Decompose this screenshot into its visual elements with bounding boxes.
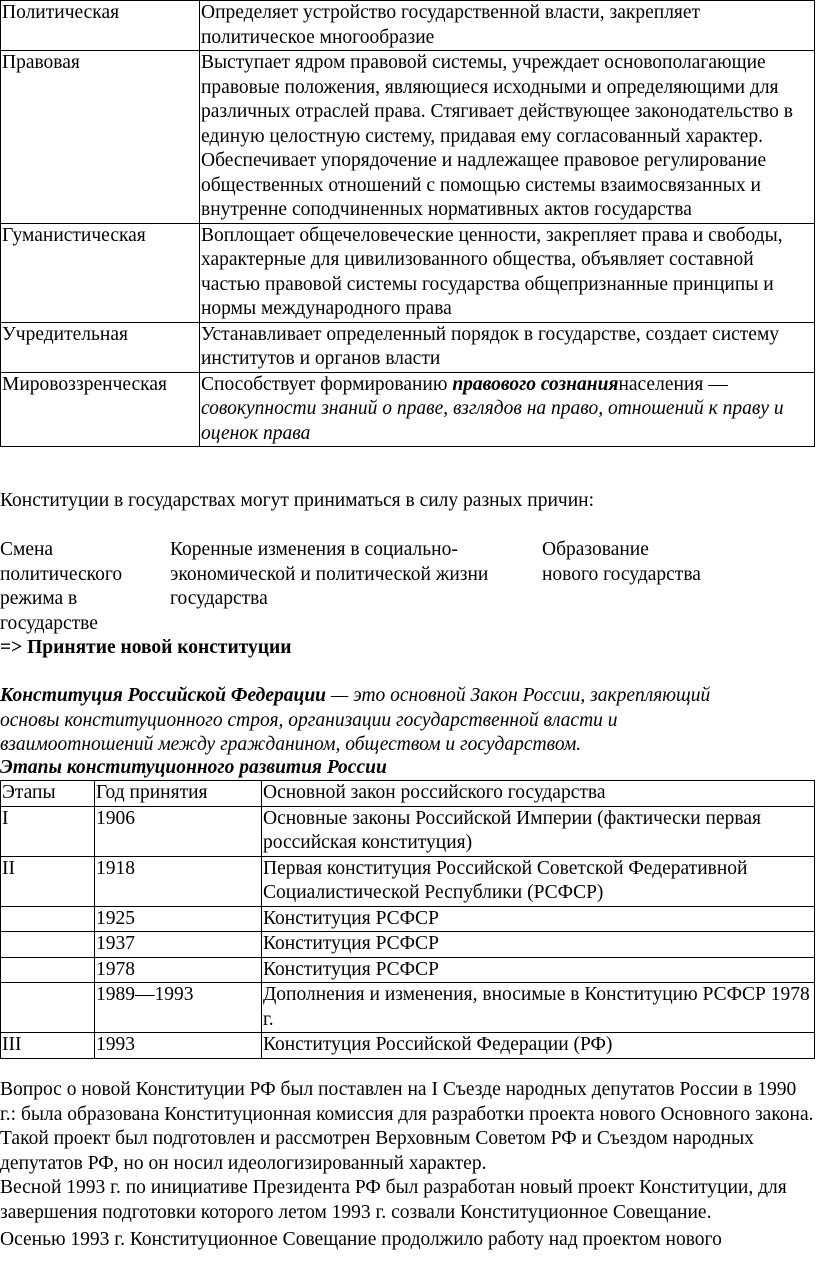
reason-line: режима в bbox=[0, 588, 78, 609]
law-cell: Основные законы Российской Империи (фактически первая российская конституция) bbox=[262, 806, 815, 856]
stage-cell bbox=[1, 906, 95, 932]
constitution-definition bbox=[0, 684, 710, 758]
stage-cell: III bbox=[1, 1033, 95, 1059]
definition-term: Конституция Российской Федерации bbox=[0, 685, 327, 706]
reason-line: государства bbox=[170, 588, 268, 609]
arrow: => bbox=[0, 637, 28, 658]
reason-line: государстве bbox=[0, 612, 98, 634]
reasons-intro: Конституции в государствах могут приниматься в силу разных причин: bbox=[0, 490, 595, 511]
table-row bbox=[1, 322, 815, 372]
function-description: Устанавливает определенный порядок в государстве, создает систему институтов и органов власти bbox=[200, 322, 815, 372]
desc-text: населения — bbox=[618, 373, 728, 395]
legal-consciousness-term: правового сознания bbox=[452, 373, 619, 395]
law-cell: Первая конституция Российской Советской Федеративной Социалистической Республики (РСФСР) bbox=[262, 856, 815, 906]
stage-cell: II bbox=[1, 856, 95, 906]
function-name: Мировоззренческая bbox=[1, 372, 200, 447]
reason-line: Смена bbox=[0, 539, 54, 560]
paragraph: Осенью 1993 г. Конституционное Совещание продолжило работу над проектом нового bbox=[0, 1229, 722, 1250]
reason-line: Образование bbox=[542, 539, 649, 560]
table-row bbox=[1, 906, 815, 932]
function-name: Политическая bbox=[1, 1, 200, 51]
constitution-stages-table bbox=[0, 780, 815, 1059]
function-name: Правовая bbox=[1, 51, 200, 224]
function-name: Гуманистическая bbox=[1, 223, 200, 322]
function-description: Определяет устройство государственной власти, закрепляет политическое многообразие bbox=[200, 1, 815, 51]
stage-cell bbox=[1, 957, 95, 983]
table-row bbox=[1, 932, 815, 958]
year-cell: 1918 bbox=[95, 856, 262, 906]
function-description bbox=[200, 372, 815, 447]
function-description: Воплощает общечеловеческие ценности, закрепляет права и свободы, характерные для цивилизованного общества, объявляет составной частью правовой системы государства общепризнанные принципы и нормы международного права bbox=[200, 223, 815, 322]
desc-text: Способствует формированию bbox=[201, 373, 453, 395]
year-cell: 1989—1993 bbox=[95, 983, 262, 1033]
function-name: Учредительная bbox=[1, 322, 200, 372]
reason-line: экономической и политической жизни bbox=[170, 563, 489, 585]
reason-regime-change bbox=[0, 538, 122, 636]
table-header-row bbox=[1, 781, 815, 807]
table-row bbox=[1, 806, 815, 856]
reason-line: политического bbox=[0, 563, 123, 585]
law-cell: Конституция РСФСР bbox=[262, 932, 815, 958]
table-row bbox=[1, 983, 815, 1033]
constitution-functions-table bbox=[0, 0, 815, 447]
legal-consciousness-definition: совокупности знаний о праве, взглядов на право, отношений к праву и оценок права bbox=[201, 398, 784, 444]
function-description: Выступает ядром правовой системы, учреждает основополагающие правовые положения, являющиеся исходными и определяющими для различных отраслей права. Стягивает действующее законодательство в единую целостную систему, придавая ему согласованный характер. Обеспечивает упорядочение и надлежащее правовое регулирование общественных отношений с помощью системы взаимосвязанных и внутренне соподчиненных нормативных актов государства bbox=[200, 51, 815, 224]
reason-new-state bbox=[542, 538, 701, 587]
column-header: Год принятия bbox=[95, 781, 262, 807]
stage-cell: I bbox=[1, 806, 95, 856]
column-header: Основной закон российского государства bbox=[262, 781, 815, 807]
table-row bbox=[1, 1, 815, 51]
definition-line: взаимоотношений между гражданином, обществом и государством. bbox=[0, 734, 582, 755]
stage-cell bbox=[1, 983, 95, 1033]
law-cell: Конституция РСФСР bbox=[262, 906, 815, 932]
definition-text: — это основной Закон России, закрепляющий bbox=[326, 685, 711, 706]
reason-fundamental-changes bbox=[170, 538, 488, 612]
table-row bbox=[1, 957, 815, 983]
law-cell: Конституция Российской Федерации (РФ) bbox=[262, 1033, 815, 1059]
reason-line: нового государства bbox=[542, 563, 701, 585]
table-row bbox=[1, 51, 815, 224]
law-cell: Дополнения и изменения, вносимые в Конституцию РСФСР 1978 г. bbox=[262, 983, 815, 1033]
reason-line: Коренные изменения в социально- bbox=[170, 539, 458, 560]
paragraph: Весной 1993 г. по инициативе Президента РФ был разработан новый проект Конституции, для завершения подготовки которого летом 1993 г. созвали Конституционное Совещание. bbox=[0, 1177, 787, 1223]
definition-line: основы конституционного строя, организации государственной власти и bbox=[0, 709, 618, 731]
table-row bbox=[1, 856, 815, 906]
definition-line bbox=[0, 684, 710, 709]
history-text bbox=[0, 1078, 816, 1253]
year-cell: 1925 bbox=[95, 906, 262, 932]
result-text: Принятие новой конституции bbox=[27, 637, 292, 658]
year-cell: 1906 bbox=[95, 806, 262, 856]
year-cell: 1937 bbox=[95, 932, 262, 958]
stage-cell bbox=[1, 932, 95, 958]
law-cell: Конституция РСФСР bbox=[262, 957, 815, 983]
table-row bbox=[1, 372, 815, 447]
year-cell: 1978 bbox=[95, 957, 262, 983]
column-header: Этапы bbox=[1, 781, 95, 807]
year-cell: 1993 bbox=[95, 1033, 262, 1059]
result-line bbox=[0, 636, 291, 661]
stages-title: Этапы конституционного развития России bbox=[0, 757, 387, 778]
table-row bbox=[1, 1033, 815, 1059]
table-row bbox=[1, 223, 815, 322]
paragraph: Вопрос о новой Конституции РФ был поставлен на I Съезде народных депутатов России в 1990 г.: была образована Конституционная комиссия для разработки проекта нового Основного закона. Такой проект был подготовлен и рассмотрен Верховным Советом РФ и Съездом народных депутатов РФ, но он носил идеологизированный характер. bbox=[0, 1079, 814, 1174]
